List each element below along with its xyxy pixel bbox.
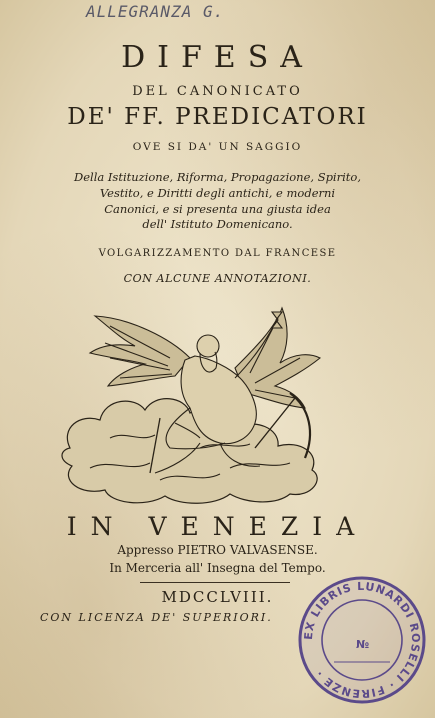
cloud-shape <box>62 399 317 504</box>
title-line-4: OVE SI DA' UN SAGGIO <box>132 141 303 153</box>
library-stamp <box>294 572 430 708</box>
imprint-year: MDCCLVIII. <box>161 588 274 606</box>
description-line-3: Canonici, e si presenta una giusta idea <box>104 202 331 216</box>
imprint-license: CON LICENZA DE' SUPERIORI. <box>40 611 273 624</box>
handwritten-annotation: ALLEGRANZA G. <box>86 2 225 21</box>
description-line-1: Della Istituzione, Riforma, Propagazione, Spirito, <box>73 170 361 184</box>
wing-left <box>90 316 190 386</box>
imprint-city: IN VENEZIA <box>66 512 369 541</box>
description-line-4: dell' Istituto Domenicano. <box>142 217 293 231</box>
title-line-2: DEL CANONICATO <box>132 84 303 99</box>
stamp-number-label: № <box>356 638 371 651</box>
title-line-1: DIFESA <box>121 40 314 75</box>
annotation-note: CON ALCUNE ANNOTAZIONI. <box>123 272 312 285</box>
imprint-address: In Merceria all' Insegna del Tempo. <box>109 561 326 575</box>
description-line-2: Vestito, e Diritti degli antichi, e moderni <box>99 186 336 200</box>
translation-note: VOLGARIZZAMENTO DAL FRANCESE <box>98 248 337 259</box>
title-line-3: DE' FF. PREDICATORI <box>67 104 368 130</box>
father-time-emblem <box>50 298 390 508</box>
imprint-printer: Appresso PIETRO VALVASENSE. <box>117 543 318 557</box>
imprint-rule <box>140 582 290 583</box>
stamp-text-path: EX LIBRIS LUNARDI ROSELLI · FIRENZE · <box>301 579 423 701</box>
